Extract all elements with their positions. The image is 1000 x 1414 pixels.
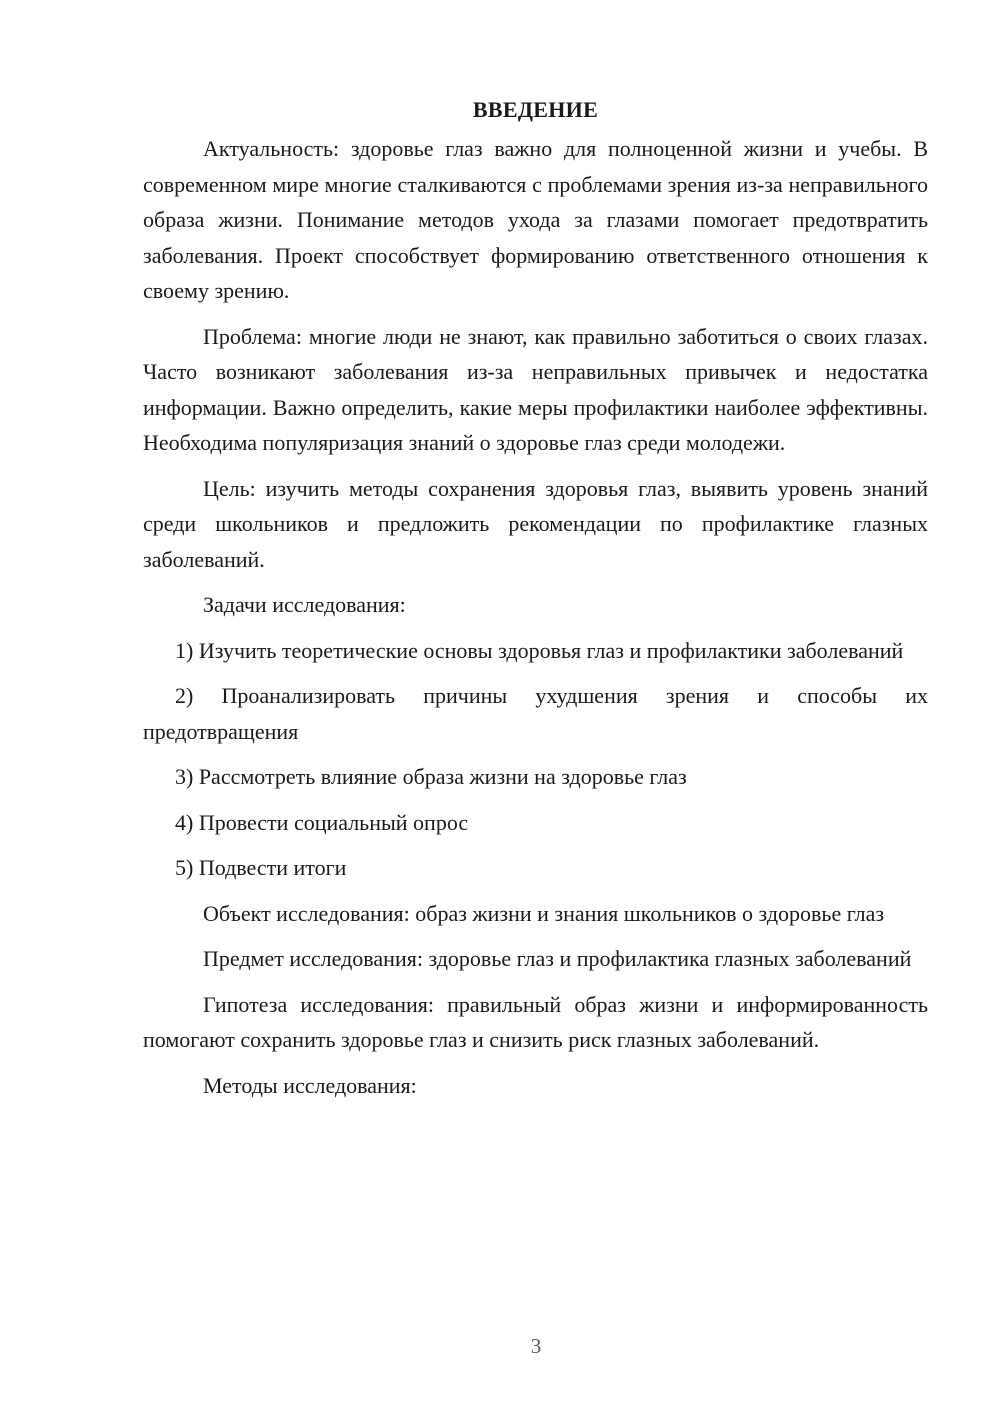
object-paragraph: Объект исследования: образ жизни и знания школьников о здоровье глаз — [203, 900, 885, 926]
page-number: 3 — [530, 1334, 542, 1358]
goal-paragraph: Цель: изучить методы сохранения здоровья глаз, выявить уровень знаний среди школьников и предложить рекомендации по профилактике глазных заболеваний. — [143, 475, 928, 572]
problem-paragraph: Проблема: многие люди не знают, как правильно заботиться о своих глазах. Часто возникают заболевания из-за неправильных привычек и недостатка информации. Важно определить, какие меры профилактики наиболее эффективны. Необходима популяризация знаний о здоровье глаз среди молодежи. — [143, 323, 928, 455]
hypothesis-paragraph: Гипотеза исследования: правильный образ жизни и информированность помогают сохранить здоровье глаз и снизить риск глазных заболеваний. — [143, 991, 928, 1052]
subject-paragraph: Предмет исследования: здоровье глаз и профилактика глазных заболеваний — [203, 946, 912, 971]
section-heading: ВВЕДЕНИЕ — [472, 97, 599, 122]
task-item-4: 4) Провести социальный опрос — [175, 809, 469, 835]
relevance-paragraph: Актуальность: здоровье глаз важно для полноценной жизни и учебы. В современном мире многие сталкиваются с проблемами зрения из-за неправильного образа жизни. Понимание методов ухода за глазами помогает предотвратить заболевания. Проект способствует формированию ответственного отношения к своему зрению. — [143, 136, 928, 303]
tasks-title: Задачи исследования: — [203, 592, 406, 617]
task-item-5: 5) Подвести итоги — [175, 855, 347, 880]
page-content — [143, 95, 928, 1113]
methods-title: Методы исследования: — [203, 1072, 417, 1098]
task-item-3: 3) Рассмотреть влияние образа жизни на здоровье глаз — [175, 764, 687, 789]
task-item-1: 1) Изучить теоретические основы здоровья глаз и профилактики заболеваний — [175, 637, 904, 663]
task-item-2: 2) Проанализировать причины ухудшения зрения и способы их предотвращения — [143, 683, 928, 744]
